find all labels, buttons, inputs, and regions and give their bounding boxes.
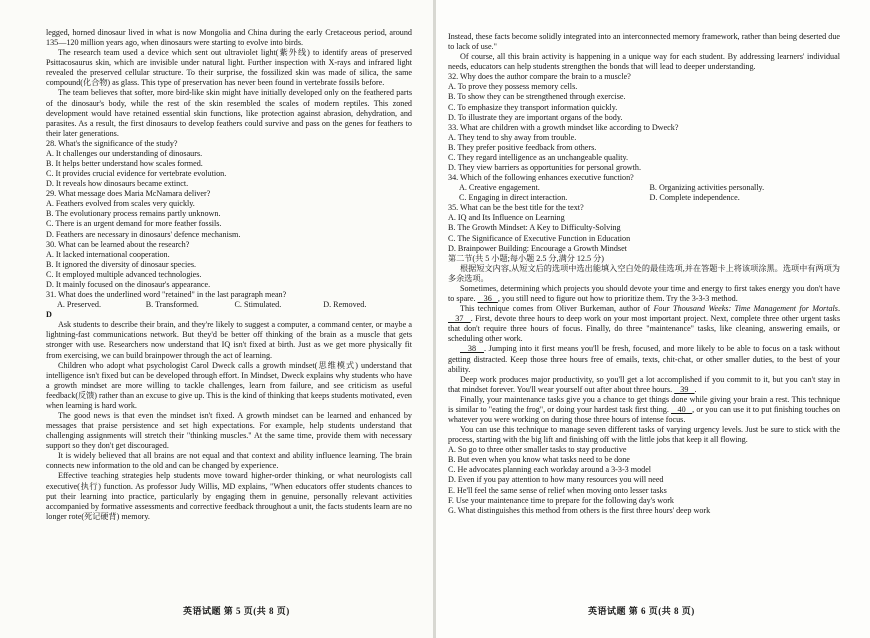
footer-page-number: 第 5 页(共 8 页) [223,606,290,616]
section-d-heading: D [46,310,52,320]
option-a: A. IQ and Its Influence on Learning [448,213,565,223]
cloze-text: , or you can use it to put finishing touches on whatever you were working on during those three hours of intense focus. [448,404,841,424]
page-footer [588,604,695,617]
option-a: A. It challenges our understanding of dinosaurs. [46,148,203,158]
book-title: Four Thousand Weeks: Time Management for Mortals [653,304,838,314]
option-d: D. Feathers are necessary in dinosaurs' defence mechanism. [46,229,241,239]
footer-page-number: 第 6 页(共 8 页) [628,606,695,616]
options-row [459,183,840,193]
question-35 [448,203,840,253]
cloze-text: . Jumping into it first means you'll be fresh, focused, and more likely to be able to focus on a task without getting distracted. Keep those three hours free of emails, texts, chit-chat, or other smaller duties, to the best of your ability. [448,344,840,374]
question-30 [46,240,412,290]
left-page [0,0,434,638]
option-b: B. Organizing activities personally. [649,183,765,193]
question-stem: 33. What are children with a growth mindset like according to Dweck? [448,122,679,132]
cloze-text: This technique comes from Oliver Burkeman, author of [460,304,651,314]
passage-d-paragraph: It is widely believed that all brains are not equal and that context and ability influence learning. The brain connects new information to the old and can be changed by experience. [46,451,412,471]
option-c: C. Engaging in direct interaction. [459,193,568,203]
option-f: F. Use your maintenance time to prepare for the following day's work [448,495,674,505]
option-c: C. The Significance of Executive Function in Education [448,233,631,243]
question-stem: 29. What message does Maria McNamara deliver? [46,189,211,199]
cloze-text: . First, devote three hours to deep work on your most important project. Next, complete three other urgent tasks that don't require three hours of focus. Finally, do three "maintenance" tasks, like cleaning, answering emails, or scheduling other work. [448,314,841,344]
question-28 [46,139,412,189]
cloze-text: , you still need to figure out how to prioritize them. Try the 3-3-3 method. [497,294,738,304]
question-34 [448,173,840,203]
cloze-text: Deep work produces major productivity, so you'll get a lot accomplished if you commit to it, but you can't stay in that mindset forever. You'll wear yourself out after about three hours. [448,374,840,394]
option-b: B. They prefer positive feedback from others. [448,142,597,152]
question-stem: 35. What can be the best title for the text? [448,203,584,213]
passage-c-continued: legged, horned dinosaur lived in what is now Mongolia and China during the early Cretaceous period, around 135—120 million years ago, when dinosaurs were starting to evolve into birds. [46,28,412,48]
option-d: D. Complete independence. [649,193,740,203]
option-c: C. It employed multiple advanced technologies. [46,269,202,279]
option-e: E. He'll feel the same sense of relief when moving onto lesser tasks [448,485,667,495]
blank-38: 38 [460,344,484,354]
footer-subject: 英语试题 [588,606,627,616]
question-32 [448,72,840,122]
option-b: B. But even when you know what tasks need to be done [448,455,630,465]
option-d: D. Removed. [323,300,367,310]
right-column [448,32,840,516]
option-a: A. Preserved. [57,300,101,310]
question-stem: 30. What can be learned about the research? [46,239,190,249]
blank-40: 40 [671,404,693,414]
cloze-text: . [694,384,697,394]
cloze-text: Finally, your maintenance tasks give you a chance to get things done while giving your brain a rest. This technique is similar to "eating the frog", or doing your hardest task first thing. [448,394,840,414]
passage-d-paragraph: Ask students to describe their brain, and they're likely to suggest a computer, a command center, or maybe a lightning-fast communications network. But they'd be better off thinking of the brain as a muscle that gets stronger with use. Researchers now understand that IQ isn't fixed at birth. Just as we get more physically fit from exercising, we can build brainpower through the act of learning. [46,320,412,360]
blank-36: 36 [477,294,498,304]
cloze-text: Sometimes, determining which projects you should devote your time and energy to first takes energy you don't have to spare. [448,283,840,304]
option-b: B. It ignored the diversity of dinosaur species. [46,259,197,269]
section-2-heading: 第二节(共 5 小题;每小题 2.5 分,满分 12.5 分) [448,253,604,263]
passage-d-continued: Instead, these facts become solidly integrated into an interconnected memory framework, rather than being deserted due to lack of use." [448,32,840,52]
option-d: D. It mainly focused on the dinosaur's appearance. [46,279,211,289]
page-footer [183,604,290,617]
passage-d-paragraph: Of course, all this brain activity is happening in a unique way for each student. By addressing learners' individual needs, educators can help students strengthen the bonds that will lead to deeper understanding. [448,52,840,72]
cloze-paragraph [448,304,840,344]
option-d: D. To illustrate they are important organs of the body. [448,112,623,122]
option-b: B. The Growth Mindset: A Key to Difficulty-Solving [448,223,621,233]
passage-d-paragraph: The good news is that even the mindset isn't fixed. A growth mindset can be learned and enhanced by messages that praise persistence and set high expectations. For example, help students understand that challenging assignments will stretch their "thinking muscles." At the same time, provide them with necessary support so they don't get discouraged. [46,410,412,451]
option-b: B. To show they can be strengthened through exercise. [448,92,626,102]
cloze-paragraph [448,395,840,425]
option-a: A. So go to three other smaller tasks to stay productive [448,445,627,455]
passage-c-paragraph: The research team used a device which sent out ultraviolet light(紫外线) to identify areas of preserved Psittacosaurus skin, which are invisible under natural light. Further inspection with X-rays and infrared light revealed the preserved cellular structure. To their surprise, the fossilized skin was made of silica, the same compound(化合物) as glass. This type of preservation has never been found in vertebrate fossils before. [46,48,412,88]
option-c: C. To emphasize they transport information quickly. [448,102,618,112]
option-c: C. Stimulated. [234,300,282,310]
option-b: B. It helps better understand how scales formed. [46,159,203,169]
option-a: A. It lacked international cooperation. [46,249,170,259]
cloze-paragraph [448,344,840,374]
blank-37: 37 [448,314,471,324]
options-row [57,300,412,310]
blank-39: 39 [674,384,695,394]
left-column [46,28,412,522]
passage-d-paragraph: Children who adopt what psychologist Carol Dweck calls a growth mindset(思维模式) understand that intelligence isn't fixed but can be developed through effort. In Mindset, Dweck explains why students who have a growth mindset are more willing to tackle challenges, learn from failure, and see criticism as useful feedback(反馈) rather than an excuse to give up. This is the kind of thinking that keeps students motivated, even when learning is hard work. [46,360,412,410]
cloze-paragraph: You can use this technique to manage seven different tasks of varying urgency levels. Just be sure to stick with the process, starting with the big lift and finishing off with the little jobs that keep it all flowing. [448,425,840,445]
cloze-options [448,445,840,516]
option-c: C. It provides crucial evidence for vertebrate evolution. [46,169,227,179]
option-g: G. What distinguishes this method from others is the first three hours' deep work [448,505,711,515]
option-b: B. The evolutionary process remains partly unknown. [46,209,221,219]
option-d: D. It reveals how dinosaurs became extinct. [46,179,189,189]
option-b: B. Transformed. [145,300,199,310]
passage-d-paragraph: Effective teaching strategies help students move toward higher-order thinking, or what neurologists call executive(执行) function. As professor Judy Willis, MD explains, "When educators offer students chances to put their learning into practice, particularly by engaging them in genuine, personally relevant activities accompanied by formative assessments and corrective feedback throughout a unit, the facts students learn are no longer rote(死记硬背) memory. [46,471,412,521]
option-c: C. He advocates planning each workday around a 3-3-3 model [448,465,652,475]
cloze-paragraph [448,284,840,304]
option-a: A. Feathers evolved from scales very quickly. [46,199,195,209]
question-31 [46,290,412,310]
footer-subject: 英语试题 [183,606,222,616]
cloze-paragraph [448,375,840,395]
question-33 [448,123,840,173]
question-stem: 31. What does the underlined word "retained" in the last paragraph mean? [46,290,287,300]
question-29 [46,189,412,239]
option-d: D. Brainpower Building: Encourage a Growth Mindset [448,243,627,253]
question-stem: 32. Why does the author compare the brain to a muscle? [448,72,631,82]
option-a: A. They tend to shy away from trouble. [448,132,577,142]
cloze-text: . [837,304,840,314]
options-row [459,193,840,203]
passage-c-paragraph: The team believes that softer, more bird-like skin might have initially developed only on the feathered parts of the dinosaur's body, while the rest of the skin resembled the scales of modern reptiles. This zoned development would have retained essential skin functions, like protection against abrasion, dehydration, and parasites. As a result, the first dinosaurs to develop feathers could survive and pass on the genes for feathers to their later generations. [46,88,412,138]
option-c: C. They regard intelligence as an unchangeable quality. [448,152,629,162]
question-stem: 28. What's the significance of the study? [46,138,178,148]
question-stem: 34. Which of the following enhances executive function? [448,173,634,183]
option-a: A. To prove they possess memory cells. [448,82,578,92]
option-c: C. There is an urgent demand for more feather fossils. [46,219,222,229]
option-d: D. They view barriers as opportunities for personal growth. [448,163,641,173]
section-2-instructions: 根据短文内容,从短文后的选项中选出能填入空白处的最佳选项,并在答题卡上将该项涂黑。选项中有两项为多余选项。 [448,263,840,283]
right-page [436,0,870,638]
option-d: D. Even if you pay attention to how many resources you will need [448,475,664,485]
option-a: A. Creative engagement. [459,183,540,193]
